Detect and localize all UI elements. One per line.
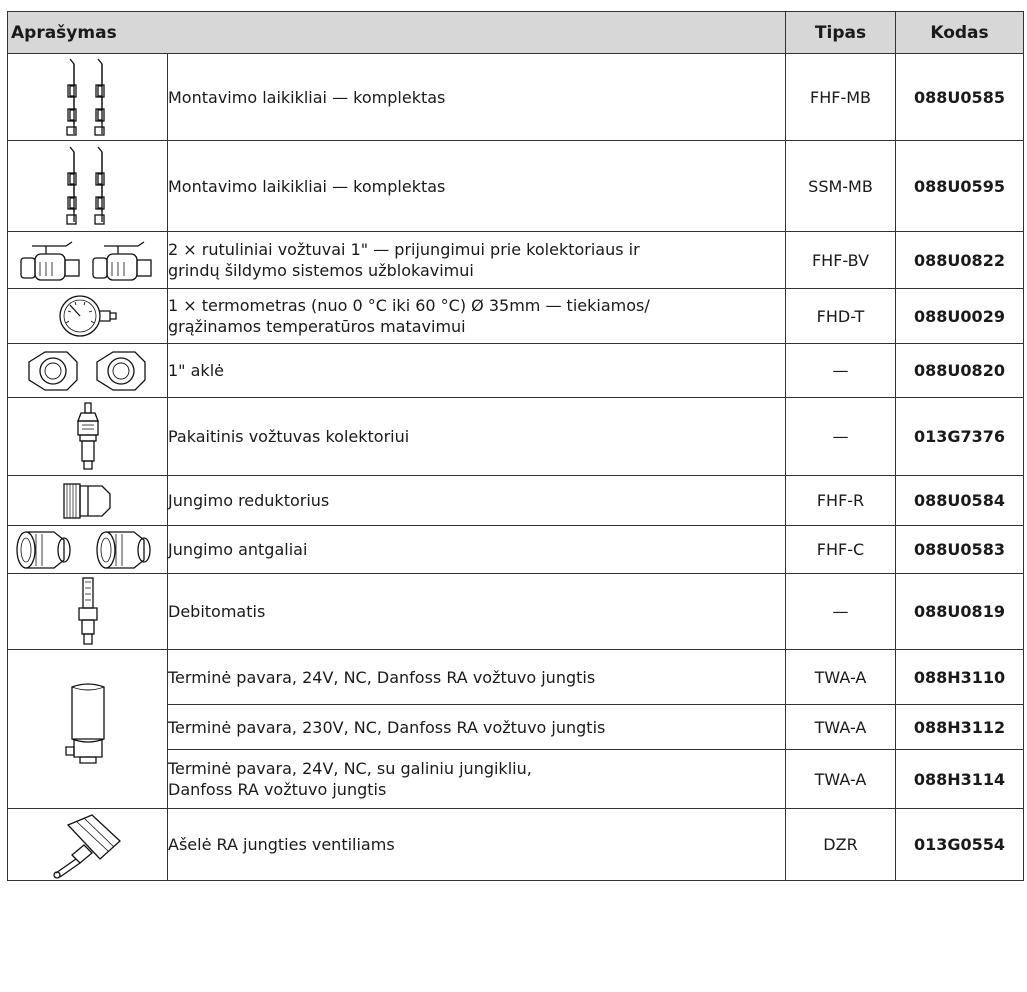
header-code: Kodas (896, 12, 1024, 54)
accessories-table (7, 11, 1024, 881)
code-cell: 088U0584 (896, 476, 1024, 526)
type-cell: FHF-BV (786, 232, 896, 289)
code-cell: 088U0820 (896, 344, 1024, 398)
table-row (8, 54, 1024, 141)
ra-adapter-icon (48, 811, 128, 879)
code-cell: 088U0822 (896, 232, 1024, 289)
code-cell: 013G7376 (896, 398, 1024, 476)
description-cell: Jungimo antgaliai (168, 526, 786, 574)
description-cell: Terminė pavara, 24V, NC, su galiniu jungikliu, Danfoss RA vožtuvo jungtis (168, 750, 786, 809)
product-image-cell (8, 526, 168, 574)
product-image-cell (8, 398, 168, 476)
header-row (8, 12, 1024, 54)
flow-meter-icon (73, 576, 103, 648)
description-cell: Montavimo laikikliai — komplektas (168, 54, 786, 141)
type-cell: TWA-A (786, 650, 896, 705)
type-cell: — (786, 398, 896, 476)
code-cell: 088U0583 (896, 526, 1024, 574)
type-cell: — (786, 574, 896, 650)
table-row (8, 526, 1024, 574)
type-cell: SSM-MB (786, 141, 896, 232)
type-cell: FHF-R (786, 476, 896, 526)
product-image-cell (8, 574, 168, 650)
description-cell: Terminė pavara, 230V, NC, Danfoss RA vožtuvo jungtis (168, 705, 786, 750)
table-row (8, 398, 1024, 476)
description-cell: Montavimo laikikliai — komplektas (168, 141, 786, 232)
replacement-valve-icon (73, 401, 103, 473)
product-image-cell (8, 344, 168, 398)
mounting-brackets-icon (58, 57, 118, 137)
table-row (8, 232, 1024, 289)
thermal-actuator-icon (58, 681, 118, 777)
thermometer-icon (56, 293, 120, 339)
type-cell: FHF-MB (786, 54, 896, 141)
description-cell: Jungimo reduktorius (168, 476, 786, 526)
description-cell: Debitomatis (168, 574, 786, 650)
type-cell: — (786, 344, 896, 398)
table-row (8, 809, 1024, 881)
type-cell: TWA-A (786, 750, 896, 809)
product-image-cell (8, 141, 168, 232)
header-type: Tipas (786, 12, 896, 54)
product-image-cell (8, 289, 168, 344)
code-cell: 088U0595 (896, 141, 1024, 232)
code-cell: 088U0029 (896, 289, 1024, 344)
code-cell: 088H3114 (896, 750, 1024, 809)
table-row (8, 141, 1024, 232)
description-cell: Pakaitinis vožtuvas kolektoriui (168, 398, 786, 476)
description-cell: 1" aklė (168, 344, 786, 398)
table-row (8, 476, 1024, 526)
table-row (8, 574, 1024, 650)
code-cell: 088H3112 (896, 705, 1024, 750)
code-cell: 088U0819 (896, 574, 1024, 650)
product-image-cell (8, 650, 168, 809)
table-row (8, 650, 1024, 705)
type-cell: DZR (786, 809, 896, 881)
code-cell: 088U0585 (896, 54, 1024, 141)
table-row (8, 289, 1024, 344)
description-cell: 2 × rutuliniai vožtuvai 1" — prijungimui prie kolektoriaus ir grindų šildymo sistemos užblokavimui (168, 232, 786, 289)
blind-plugs-icon (23, 348, 153, 394)
product-image-cell (8, 54, 168, 141)
type-cell: TWA-A (786, 705, 896, 750)
connectors-icon (12, 529, 164, 571)
description-cell: Terminė pavara, 24V, NC, Danfoss RA vožtuvo jungtis (168, 650, 786, 705)
type-cell: FHD-T (786, 289, 896, 344)
description-cell: 1 × termometras (nuo 0 °C iki 60 °C) Ø 35mm — tiekiamos/ grąžinamos temperatūros matavimui (168, 289, 786, 344)
product-image-cell (8, 476, 168, 526)
code-cell: 088H3110 (896, 650, 1024, 705)
product-image-cell (8, 809, 168, 881)
product-image-cell (8, 232, 168, 289)
table-row (8, 344, 1024, 398)
header-description: Aprašymas (8, 12, 786, 54)
mounting-brackets-icon (58, 145, 118, 227)
ball-valves-icon (18, 236, 158, 284)
reducer-icon (58, 480, 118, 522)
code-cell: 013G0554 (896, 809, 1024, 881)
type-cell: FHF-C (786, 526, 896, 574)
description-cell: Ašelė RA jungties ventiliams (168, 809, 786, 881)
